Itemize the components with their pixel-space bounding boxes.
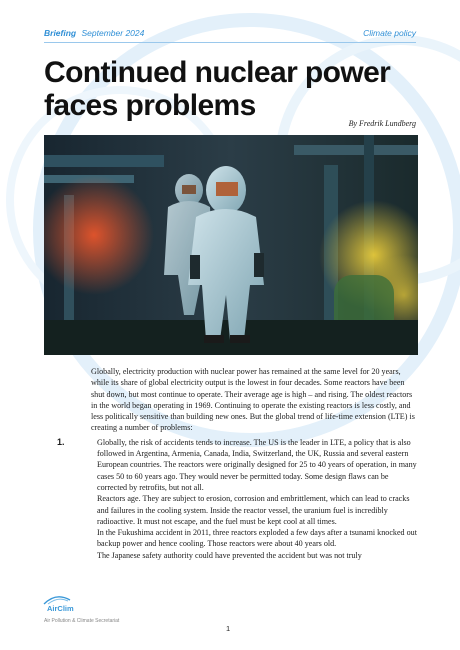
article-body xyxy=(57,366,417,561)
list-item-paragraph: Globally, the risk of accidents tends to increase. The US is the leader in LTE, a policy that is also followed in Argentina, Armenia, Canada, India, Switzerland, the UK, Russia and several eastern European countries. The reactors were originally designed for 25 to 40 years of operation, in many cases 50 to 60 years ago. They would never be permitted today. Some design flaws can be corrected by retrofits, but not all. xyxy=(97,437,417,492)
article-title: Continued nuclear power faces problems xyxy=(44,56,391,122)
topic-label: Climate policy xyxy=(363,28,416,38)
logo-text: AirClim xyxy=(47,604,74,613)
article-photo xyxy=(44,135,418,355)
list-item xyxy=(57,436,417,561)
list-item-paragraph: The Japanese safety authority could have prevented the accident but was not truly xyxy=(97,550,362,560)
list-item-paragraph: Reactors age. They are subject to erosion, corrosion and embrittlement, which can lead to cracks and failures in the cooling system. Inside the reactor vessel, the uranium fuel is incredibly radioactive. It must not escape, and the fuel must be kept cool at all times. xyxy=(97,494,410,526)
list-item-paragraph: In the Fukushima accident in 2011, three reactors exploded a few days after a tsunami knocked out backup power and hence cooling. Those reactors were about 40 years old. xyxy=(97,528,417,549)
intro-paragraph: Globally, electricity production with nuclear power has remained at the same level for 20 years, while its share of global electricity output is the lowest in four decades. Some reactors have been shut down, but most continue to operate. Their average age is high – and rising. The oldest reactors in the world began operating in 1969. Continuing to operate the existing reactors is less costly, and less politically sensitive than building new ones. But the global trend of life-time extension (LTE) is creating a number of problems: xyxy=(91,367,415,433)
series-label: Briefing xyxy=(44,28,77,38)
footer-organization: Air Pollution & Climate Secretariat xyxy=(44,618,120,624)
list-item-number: 1. xyxy=(57,436,65,447)
issue-date: September 2024 xyxy=(81,28,145,38)
page-number: 1 xyxy=(226,624,231,633)
article-byline: By Fredrik Lundberg xyxy=(348,119,416,128)
header-divider xyxy=(44,42,416,43)
workers-in-protective-suits-icon xyxy=(44,135,418,355)
